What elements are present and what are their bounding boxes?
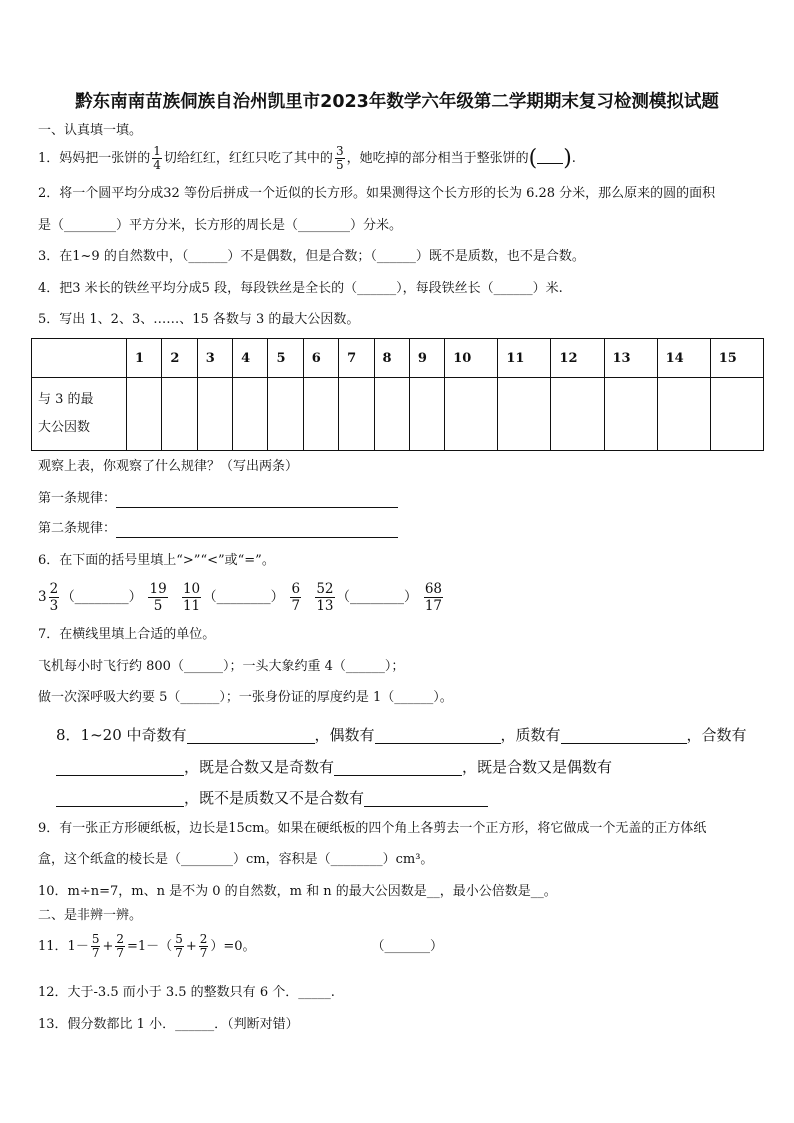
question-8-line-3: ，既不是质数又不是合数有 xyxy=(56,789,488,807)
table-answer-cell[interactable] xyxy=(303,378,338,451)
section-heading-1: 一、认真填一填。 xyxy=(38,123,143,138)
rule-2-blank[interactable] xyxy=(116,523,398,538)
fraction: $\frac{68}{17}$ xyxy=(424,581,443,614)
fraction: $\frac{6}{7}$ xyxy=(291,581,301,614)
question-6-comparisons: 3 $\frac{2}{3}$ （________） $\frac{19}{5}$ $\frac{10}{11}$ （________） $\frac{6}{7}$ $\frac{52}{13}$ （________） $\frac{68}{17}$ xyxy=(38,581,443,614)
table-answer-cell[interactable] xyxy=(268,378,303,451)
fraction: $\frac{2}{7}$ xyxy=(116,932,125,960)
rule-1-line: 第一条规律： xyxy=(38,490,398,508)
table-header-cell: 9 xyxy=(409,339,444,378)
fraction-3-5: $\frac{3}{5}$ xyxy=(335,144,344,172)
table-header-cell: 11 xyxy=(498,339,551,378)
table-answer-cell[interactable] xyxy=(604,378,657,451)
table-answer-cell[interactable] xyxy=(551,378,604,451)
question-13: 13．假分数都比 1 小．______．（判断对错） xyxy=(38,1017,299,1032)
table-answer-cell[interactable] xyxy=(197,378,232,451)
rule-2-line: 第二条规律： xyxy=(38,520,398,538)
question-10: 10．m÷n=7，m、n 是不为 0 的自然数，m 和 n 的最大公因数是__，最小公倍数是__。 xyxy=(38,884,557,899)
fraction: $\frac{5}{7}$ xyxy=(175,932,183,960)
table-answer-cell[interactable] xyxy=(657,378,710,451)
page-title: 黔东南南苗族侗族自治州凯里市2023年数学六年级第二学期期末复习检测模拟试题 xyxy=(75,92,719,112)
question-2-line-2: 是（________）平方分米，长方形的周长是（________）分米。 xyxy=(38,218,403,233)
fraction-1-4: $\frac{1}{4}$ xyxy=(153,144,161,172)
table-row-label: 与 3 的最 大公因数 xyxy=(32,378,127,451)
question-7-line-2: 做一次深呼吸大约要 5（______）；一张身份证的厚度约是 1（______）。 xyxy=(38,690,453,705)
answer-blank[interactable] xyxy=(334,761,462,776)
rule-1-blank[interactable] xyxy=(116,493,398,508)
fraction: $\frac{52}{13}$ xyxy=(316,581,334,614)
question-9-line-2: 盒，这个纸盒的棱长是（________）cm，容积是（________）cm³。 xyxy=(38,852,434,867)
table-answer-cell[interactable] xyxy=(162,378,197,451)
section-heading-2: 二、是非辨一辨。 xyxy=(38,908,143,923)
table-header-cell: 1 xyxy=(127,339,162,378)
fraction: $\frac{5}{7}$ xyxy=(91,932,100,960)
answer-blank[interactable] xyxy=(187,729,315,744)
question-7: 7．在横线里填上合适的单位。 xyxy=(38,627,216,642)
table-header-cell: 13 xyxy=(604,339,657,378)
table-header-cell: 2 xyxy=(162,339,197,378)
compare-blank[interactable]: （________） xyxy=(61,589,143,605)
table-header-cell: 12 xyxy=(551,339,604,378)
table-answer-cell[interactable] xyxy=(374,378,409,451)
answer-blank[interactable] xyxy=(375,729,501,744)
table-answer-cell[interactable] xyxy=(233,378,268,451)
table-header-cell: 7 xyxy=(339,339,374,378)
fraction: $\frac{2}{3}$ xyxy=(49,581,59,614)
question-11: 11．1－ $\frac{5}{7}$ + $\frac{2}{7}$ =1－（ $\frac{5}{7}$ + $\frac{2}{7}$ ）=0。 （_______） xyxy=(38,932,444,960)
table-header-cell: 4 xyxy=(233,339,268,378)
table-answer-cell[interactable] xyxy=(339,378,374,451)
table-header-cell: 15 xyxy=(710,339,763,378)
table-answer-cell[interactable] xyxy=(498,378,551,451)
fraction: $\frac{2}{7}$ xyxy=(199,932,208,960)
question-3: 3．在1~9 的自然数中，（______）不是偶数，但是合数；（______）既不是质数，也不是合数。 xyxy=(38,249,585,264)
question-5: 5．写出 1、2、3、……、15 各数与 3 的最大公因数。 xyxy=(38,312,360,327)
gcd-table xyxy=(31,338,764,451)
fraction: $\frac{19}{5}$ xyxy=(149,581,167,614)
answer-blank[interactable] xyxy=(364,792,488,807)
table-answer-cell[interactable] xyxy=(127,378,162,451)
question-2-line-1: 2．将一个圆平均分成32 等份后拼成一个近似的长方形。如果测得这个长方形的长为 6.28 分米，那么原来的圆的面积 xyxy=(38,186,716,201)
question-9-line-1: 9．有一张正方形硬纸板，边长是15cm。如果在硬纸板的四个角上各剪去一个正方形，将它做成一个无盖的正方体纸 xyxy=(38,821,707,836)
answer-blank[interactable]: ( ) xyxy=(528,145,572,171)
table-answer-cell[interactable] xyxy=(445,378,498,451)
table-answer-cell[interactable] xyxy=(710,378,763,451)
compare-blank[interactable]: （________） xyxy=(336,589,418,605)
table-header-cell: 10 xyxy=(445,339,498,378)
table-header-row xyxy=(32,339,764,378)
table-header-cell: 5 xyxy=(268,339,303,378)
table-header-cell: 6 xyxy=(303,339,338,378)
question-4: 4．把3 米长的铁丝平均分成5 段，每段铁丝是全长的（______），每段铁丝长（______）米. xyxy=(38,281,563,296)
table-header-cell: 14 xyxy=(657,339,710,378)
table-header-cell: 3 xyxy=(197,339,232,378)
table-header-cell: 8 xyxy=(374,339,409,378)
question-8-line-2: ，既是合数又是奇数有 ，既是合数又是偶数有 xyxy=(56,758,612,776)
question-12: 12．大于-3.5 而小于 3.5 的整数只有 6 个．_____. xyxy=(38,985,335,1000)
judge-blank[interactable]: （_______） xyxy=(371,939,444,954)
answer-blank[interactable] xyxy=(561,729,687,744)
answer-blank[interactable] xyxy=(56,792,184,807)
question-6: 6．在下面的括号里填上“>”“<”或“=”。 xyxy=(38,553,275,568)
question-1: 1．妈妈把一张饼的 $\frac{1}{4}$ 切给红红，红红只吃了其中的 $\frac{3}{5}$ ，她吃掉的部分相当于整张饼的( ). xyxy=(38,144,576,172)
answer-blank[interactable] xyxy=(56,761,184,776)
compare-blank[interactable]: （________） xyxy=(203,589,285,605)
fraction: $\frac{10}{11}$ xyxy=(182,581,201,614)
table-answer-cell[interactable] xyxy=(409,378,444,451)
observe-prompt: 观察上表，你观察了什么规律？（写出两条） xyxy=(38,459,299,474)
question-8-line-1: 8．1~20 中奇数有 ，偶数有 ，质数有 ，合数有 xyxy=(56,726,747,744)
table-answer-row xyxy=(32,378,764,451)
table-corner-cell xyxy=(32,339,127,378)
question-7-line-1: 飞机每小时飞行约 800（______）；一头大象约重 4（______）； xyxy=(38,659,405,674)
